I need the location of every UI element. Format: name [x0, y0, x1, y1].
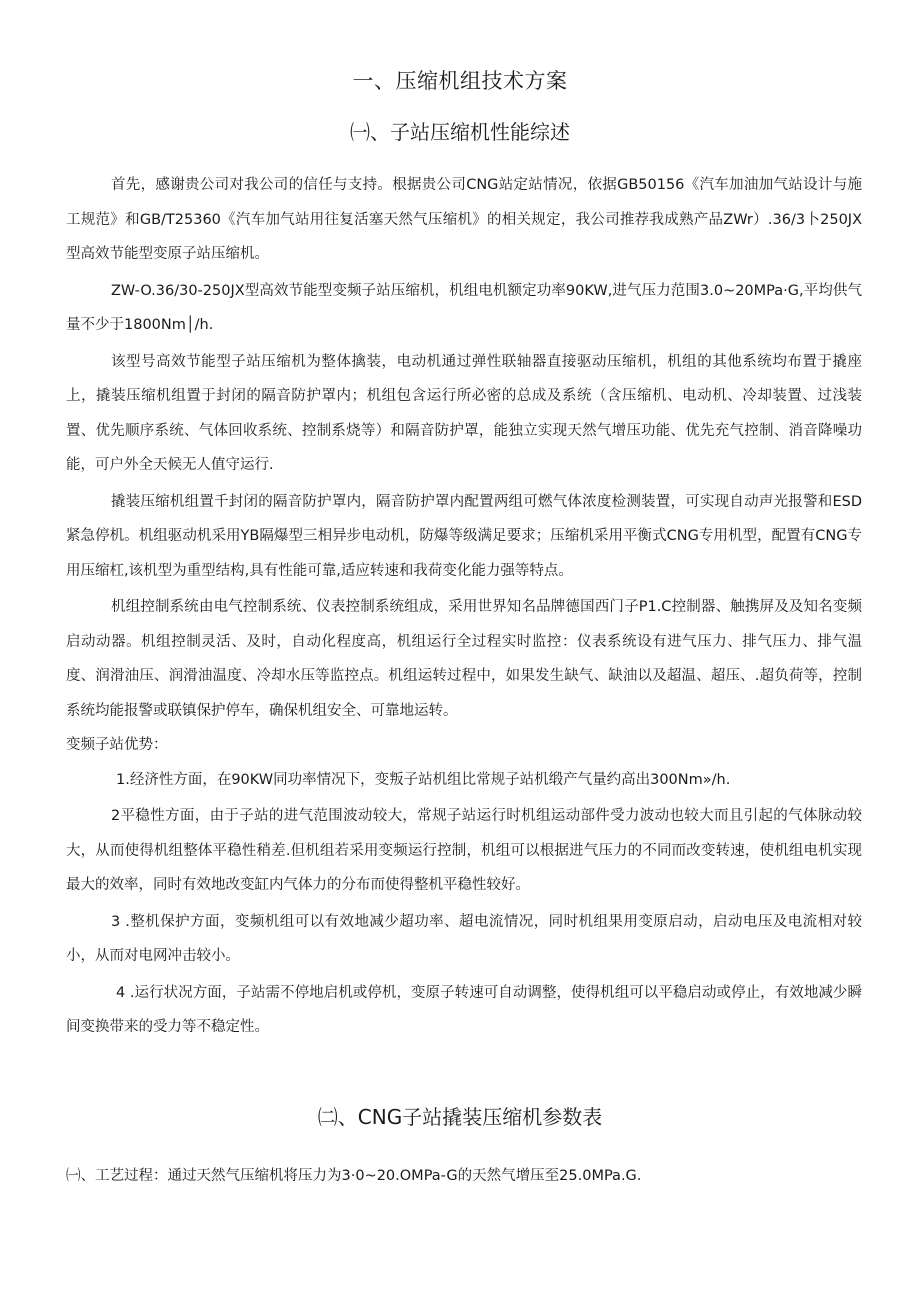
paragraph-control-system: 机组控制系统由电气控制系统、仪表控制系统组成，采用世界知名品牌德国西门子P1.C控制器、触携屏及及知名变频启动动器。机组控制灵活、及时，自动化程度高，机组运行全过程实时监控：仪表系统设有进气压力、排气压力、排气温度、润滑油压、润滑油温度、冷却水压等监控点。机组运转过程中，如果发生缺气、缺油以及超温、超压、.超负荷等，控制系统均能报警或联镇保护停车，确保机组安全、可靠地运转。: [66, 599, 862, 719]
paragraph-skid-structure: 该型号高效节能型子站压缩机为整体擒装，电动机通过弹性联轴器直接驱动压缩机，机组的其他系统均布置于撬座上，撬装压缩机组置于封闭的隔音防护罩内；机组包含运行所必密的总成及系统（含压缩机、电动机、冷却装置、过浅装置、优先顺序系统、气体回收系统、控制系烧等）和隔音防护罩，能独立实现天然气增压功能、优先充气控制、消音降噪功能，可户外全天候无人值守运行.: [66, 353, 862, 473]
advantage-item-operation: 4 .运行状况方面，子站需不停地启机或停机，变原子转速可自动调整，使得机组可以平稳启动或停止，有效地减少瞬间变换带来的受力等不稳定性。: [66, 984, 862, 1035]
paragraph-intro: 首先，感谢贵公司对我公司的信任与支持。根据贵公司CNG站定站情况，依据GB50156《汽车加油加气站设计与施工规范》和GB/T25360《汽车加气站用往复活塞天然气压缩机》的相关规定，我公司推荐我成熟产品ZWr）.36/3卜250JX型高效节能型变原子站压缩机。: [66, 177, 862, 262]
advantage-item-stability: 2平稳性方面，由于子站的进气范围波动较大，常规子站运行时机组运动部件受力波动也较大而且引起的气体脉动较大，从而使得机组整体平稳性稍差.但机组若采用变频运行控制，机组可以根据进气压力的不同而改变转速，使机组电机实现最大的效率，同时有效地改变缸内气体力的分布而使得整机平稳性较好。: [66, 808, 862, 893]
paragraph-enclosure-safety: 撬装压缩机组置千封闭的隔音防护罩内，隔音防护罩内配置两组可燃气体浓度检测装置，可实现自动声光报警和ESD紧急停机。机组驱动机采用YB隔爆型三相异步电动机，防爆等级满足要求；压缩机采用平衡式CNG专用机型，配置有CNG专用压缩杠,该机型为重型结构,具有性能可靠,适应转速和我荷变化能力强等特点。: [66, 493, 862, 579]
paragraph-model-spec: ZW-O.36/30-250JX型高效节能型变频子站压缩机，机组电机额定功率90KW,进气压力范围3.0~20MPa·G,平均供气量不少于1800Nm│/h.: [66, 282, 862, 333]
advantage-item-protection: 3 .整机保护方面，变频机组可以有效地减少超功率、超电流情况，同时机组果用变原启动，启动电压及电流相对较小，从而对电网冲击较小。: [66, 913, 862, 964]
page-title: 一、压缩机组技术方案: [352, 69, 568, 93]
advantages-title: 变频子站优势：: [66, 737, 168, 753]
section-heading-performance: ㈠、子站压缩机性能综述: [350, 120, 570, 144]
process-description: ㈠、工艺过程：通过天然气压缩机将压力为3·0~20.OMPa-G的天然气增压至25.0MPa.G.: [66, 1168, 642, 1184]
body-text: [66, 168, 862, 1045]
section-heading-parameters: ㈡、CNG子站撬装压缩机参数表: [317, 1105, 603, 1129]
advantage-item-economy: 1.经济性方面，在90KW同功率情况下，变叛子站机组比常规子站机缎产气量约高出300Nm»/h.: [116, 771, 731, 788]
